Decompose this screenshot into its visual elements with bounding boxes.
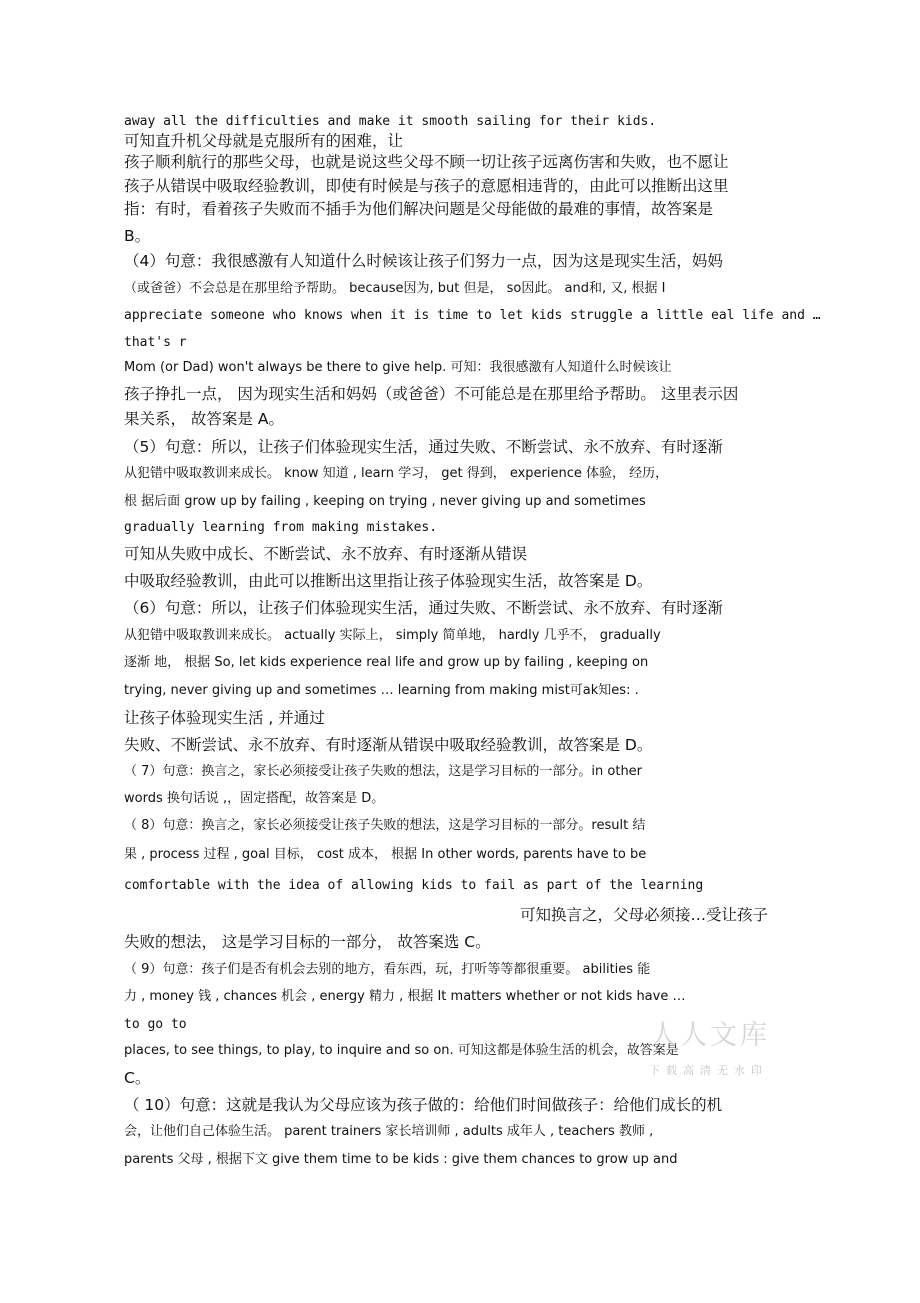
- text-line: 孩子从错误中吸取经验教训，即使有时候是与孩子的意愿相违背的，由此可以推断出这里: [124, 177, 729, 195]
- text-line: 中吸取经验教训，由此可以推断出这里指让孩子体验现实生活，故答案是 D。: [124, 572, 653, 590]
- text-line: 会，让他们自己体验生活。 parent trainers 家长培训师 , adults 成年人 , teachers 教师 ,: [124, 1124, 654, 1139]
- text-line: 从犯错中吸取教训来成长。 actually 实际上， simply 简单地， hardly 几乎不， gradually: [124, 628, 661, 643]
- text-line: 力 , money 钱 , chances 机会 , energy 精力 , 根据 It matters whether or not kids have …: [124, 989, 686, 1004]
- text-line: that's r: [124, 335, 187, 350]
- watermark-title: 人人文库: [650, 1020, 770, 1051]
- text-line: 指：有时，看着孩子失败而不插手为他们解决问题是父母能做的最难的事情，故答案是: [124, 200, 714, 218]
- text-line: 孩子挣扎一点， 因为现实生活和妈妈（或爸爸）不可能总是在那里给予帮助。 这里表示因: [124, 385, 739, 403]
- text-line: Mom (or Dad) won't always be there to give help. 可知：我很感激有人知道什么时候该让: [124, 360, 672, 375]
- text-line: away all the difficulties and make it smooth sailing for their kids.: [124, 114, 657, 129]
- text-line: （ 9）句意：孩子们是否有机会去别的地方，看东西，玩，打听等等都很重要。 abilities 能: [124, 962, 651, 977]
- text-line: 根 据后面 grow up by failing , keeping on trying , never giving up and sometimes: [124, 494, 646, 509]
- text-line: 果关系， 故答案是 A。: [124, 410, 284, 428]
- text-line: （ 8）句意：换言之，家长必须接受让孩子失败的想法，这是学习目标的一部分。result 结: [124, 818, 646, 833]
- text-line: to go to: [124, 1017, 187, 1032]
- text-line: words 换句话说 ,，固定搭配，故答案是 D。: [124, 791, 385, 806]
- text-line: trying, never giving up and sometimes … learning from making mist可ak知es: .: [124, 683, 639, 698]
- text-line: places, to see things, to play, to inquire and so on. 可知这都是体验生活的机会，故答案是: [124, 1043, 679, 1058]
- text-line: parents 父母 , 根据下文 give them time to be kids : give them chances to grow up and: [124, 1152, 678, 1167]
- text-line: appreciate someone who knows when it is time to let kids struggle a little eal life and …: [124, 308, 821, 323]
- text-line: 从犯错中吸取教训来成长。 know 知道 , learn 学习， get 得到， experience 体验， 经历，: [124, 466, 669, 481]
- watermark-subtitle: 下载高清无水印: [649, 1064, 768, 1077]
- text-line: （4）句意：我很感激有人知道什么时候该让孩子们努力一点，因为这是现实生活，妈妈: [124, 252, 723, 270]
- text-line: （ 7）句意：换言之，家长必须接受让孩子失败的想法，这是学习目标的一部分。in other: [124, 764, 643, 779]
- text-line: 让孩子体验现实生活 , 并通过: [124, 709, 325, 727]
- text-line: 可知换言之，父母必须接…受让孩子: [520, 906, 769, 924]
- text-line: （ 10）句意：这就是我认为父母应该为孩子做的：给他们时间做孩子：给他们成长的机: [124, 1096, 723, 1114]
- text-line: B。: [124, 227, 151, 245]
- text-line: （5）句意：所以，让孩子们体验现实生活，通过失败、不断尝试、永不放弃、有时逐渐: [124, 438, 723, 456]
- text-line: （6）句意：所以，让孩子们体验现实生活，通过失败、不断尝试、永不放弃、有时逐渐: [124, 599, 723, 617]
- text-line: C。: [124, 1069, 151, 1087]
- text-line: 可知从失败中成长、不断尝试、永不放弃、有时逐渐从错误: [124, 545, 528, 563]
- text-line: comfortable with the idea of allowing kids to fail as part of the learning: [124, 878, 704, 893]
- text-line: 逐渐 地， 根据 So, let kids experience real life and grow up by failing , keeping on: [124, 655, 649, 670]
- text-line: （或爸爸）不会总是在那里给予帮助。 because因为, but 但是， so因此。 and和, 又, 根据 I: [124, 281, 666, 296]
- text-line: 失败、不断尝试、永不放弃、有时逐渐从错误中吸取经验教训，故答案是 D。: [124, 736, 653, 754]
- text-line: 果 , process 过程 , goal 目标， cost 成本， 根据 In other words, parents have to be: [124, 847, 647, 862]
- text-line: 孩子顺利航行的那些父母，也就是说这些父母不顾一切让孩子远离伤害和失败，也不愿让: [124, 153, 729, 171]
- text-line: gradually learning from making mistakes.: [124, 520, 438, 535]
- text-line: 可知直升机父母就是克服所有的困难，让: [124, 132, 404, 150]
- text-line: 失败的想法， 这是学习目标的一部分， 故答案选 C。: [124, 933, 491, 951]
